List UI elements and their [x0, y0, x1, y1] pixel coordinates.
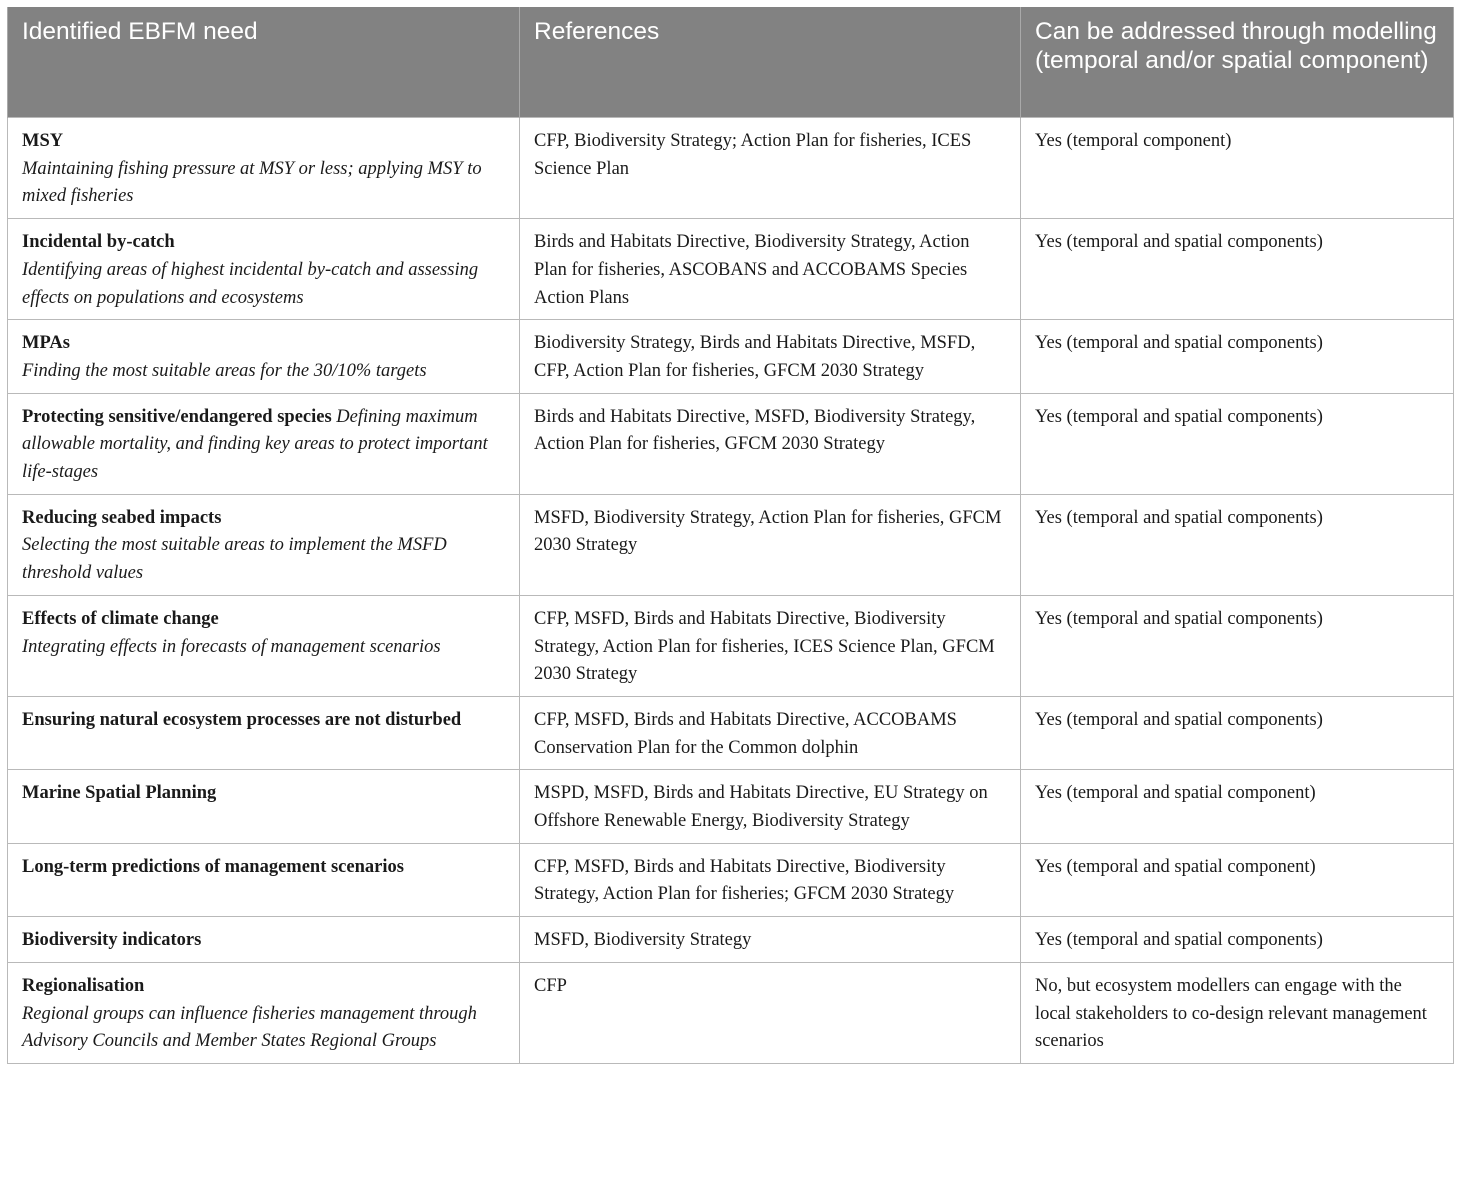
need-title: Regionalisation	[22, 975, 145, 996]
references-cell: CFP, MSFD, Birds and Habitats Directive, Biodiversity Strategy, Action Plan for fisheries, ICES Science Plan, GFCM 2030 Strategy	[520, 595, 1021, 696]
modelling-cell: Yes (temporal and spatial components)	[1021, 696, 1454, 769]
need-title: Incidental by-catch	[22, 232, 175, 253]
need-title: Reducing seabed impacts	[22, 507, 222, 528]
modelling-cell: Yes (temporal and spatial components)	[1021, 917, 1454, 963]
need-cell	[8, 595, 520, 696]
need-title: Biodiversity indicators	[22, 930, 202, 951]
need-cell	[8, 320, 520, 393]
references-cell: MSPD, MSFD, Birds and Habitats Directive, EU Strategy on Offshore Renewable Energy, Biodiversity Strategy	[520, 770, 1021, 843]
need-description: Selecting the most suitable areas to implement the MSFD threshold values	[22, 535, 447, 584]
modelling-cell: Yes (temporal and spatial components)	[1021, 494, 1454, 595]
need-cell	[8, 494, 520, 595]
table-row	[8, 843, 1454, 916]
modelling-cell: Yes (temporal and spatial component)	[1021, 770, 1454, 843]
need-title: Long-term predictions of management scenarios	[22, 856, 404, 877]
table-body	[8, 118, 1454, 1064]
references-cell: Birds and Habitats Directive, MSFD, Biodiversity Strategy, Action Plan for fisheries, GFCM 2030 Strategy	[520, 393, 1021, 494]
table-row	[8, 962, 1454, 1063]
need-title: MSY	[22, 131, 64, 151]
references-cell: CFP, Biodiversity Strategy; Action Plan for fisheries, ICES Science Plan	[520, 118, 1021, 219]
need-cell	[8, 118, 520, 219]
table-row	[8, 595, 1454, 696]
table-header	[8, 7, 1454, 118]
header-references: References	[520, 7, 1021, 118]
references-cell: CFP, MSFD, Birds and Habitats Directive, Biodiversity Strategy, Action Plan for fisheries; GFCM 2030 Strategy	[520, 843, 1021, 916]
need-description: Integrating effects in forecasts of management scenarios	[22, 636, 441, 657]
need-title: Effects of climate change	[22, 608, 219, 629]
table-row	[8, 494, 1454, 595]
table-row	[8, 320, 1454, 393]
table-row	[8, 770, 1454, 843]
references-cell: Birds and Habitats Directive, Biodiversity Strategy, Action Plan for fisheries, ASCOBANS and ACCOBAMS Species Action Plans	[520, 219, 1021, 320]
references-cell: MSFD, Biodiversity Strategy, Action Plan for fisheries, GFCM 2030 Strategy	[520, 494, 1021, 595]
modelling-cell: Yes (temporal component)	[1021, 118, 1454, 219]
need-title: Marine Spatial Planning	[22, 783, 217, 804]
references-cell: CFP, MSFD, Birds and Habitats Directive, ACCOBAMS Conservation Plan for the Common dolphin	[520, 696, 1021, 769]
modelling-cell: Yes (temporal and spatial components)	[1021, 595, 1454, 696]
need-description: Finding the most suitable areas for the 30/10% targets	[22, 360, 427, 381]
modelling-cell: Yes (temporal and spatial components)	[1021, 320, 1454, 393]
need-description: Identifying areas of highest incidental by-catch and assessing effects on populations and ecosystems	[22, 259, 479, 308]
need-title: MPAs	[22, 333, 70, 354]
need-title: Protecting sensitive/endangered species	[22, 406, 332, 427]
modelling-cell: No, but ecosystem modellers can engage with the local stakeholders to co-design relevant management scenarios	[1021, 962, 1454, 1063]
need-description: Defining maximum allowable mortality, and finding key areas to protect important life-stages	[22, 406, 488, 483]
need-cell	[8, 393, 520, 494]
need-cell	[8, 917, 520, 963]
need-cell	[8, 770, 520, 843]
need-description: Maintaining fishing pressure at MSY or less; applying MSY to mixed fisheries	[22, 158, 482, 207]
header-modelling: Can be addressed through modelling (temporal and/or spatial component)	[1021, 7, 1454, 118]
modelling-cell: Yes (temporal and spatial components)	[1021, 219, 1454, 320]
table-row	[8, 917, 1454, 963]
header-identified-need: Identified EBFM need	[8, 7, 520, 118]
references-cell: MSFD, Biodiversity Strategy	[520, 917, 1021, 963]
modelling-cell: Yes (temporal and spatial component)	[1021, 843, 1454, 916]
table-row	[8, 696, 1454, 769]
table-row	[8, 118, 1454, 219]
need-cell	[8, 219, 520, 320]
header-row	[8, 7, 1454, 118]
need-description: Regional groups can influence fisheries management through Advisory Councils and Member States Regional Groups	[22, 1003, 477, 1052]
need-cell	[8, 696, 520, 769]
references-cell: Biodiversity Strategy, Birds and Habitats Directive, MSFD, CFP, Action Plan for fisheries, GFCM 2030 Strategy	[520, 320, 1021, 393]
need-title: Ensuring natural ecosystem processes are not disturbed	[22, 709, 462, 730]
table-row	[8, 393, 1454, 494]
need-cell	[8, 962, 520, 1063]
ebfm-needs-table	[7, 7, 1454, 1064]
references-cell: CFP	[520, 962, 1021, 1063]
modelling-cell: Yes (temporal and spatial components)	[1021, 393, 1454, 494]
table-row	[8, 219, 1454, 320]
need-cell	[8, 843, 520, 916]
